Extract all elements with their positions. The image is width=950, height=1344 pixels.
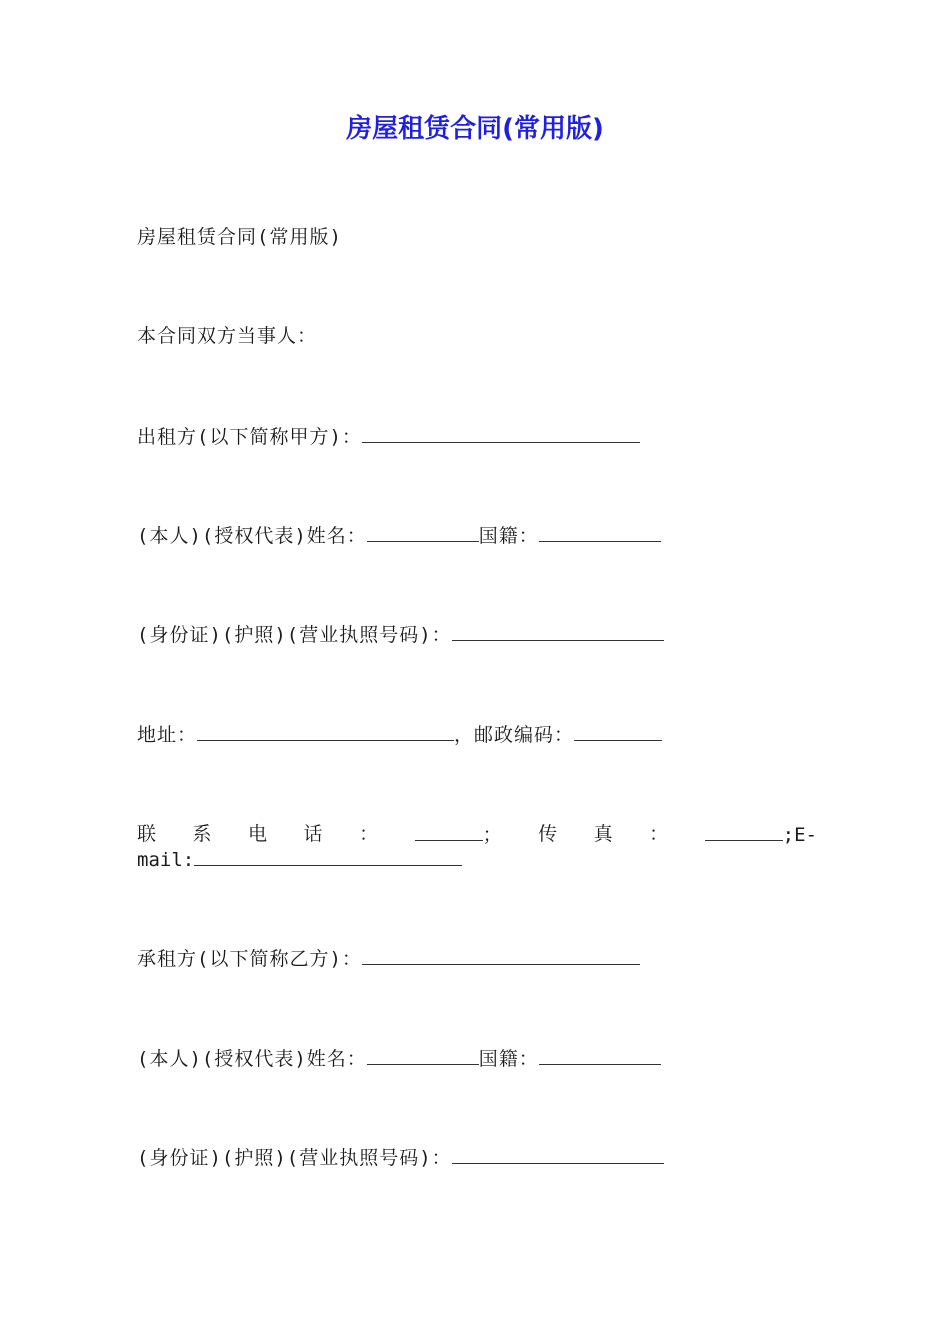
fax-blank	[705, 822, 783, 841]
lessor-postcode-blank	[574, 722, 662, 741]
email-blank	[194, 847, 462, 866]
lessee-blank	[362, 946, 640, 965]
lessee-id-label: (身份证)(护照)(营业执照号码)：	[137, 1147, 452, 1169]
lessee-nationality-blank	[539, 1046, 661, 1065]
lessor-name-line	[137, 523, 817, 549]
lessee-id-blank	[452, 1145, 664, 1164]
fax-char-2: 真	[593, 823, 613, 845]
document-title: 房屋租赁合同(常用版)	[346, 114, 604, 144]
parties-intro: 本合同双方当事人：	[137, 325, 318, 347]
lessor-address-label: 地址：	[137, 724, 198, 746]
lessor-nationality-blank	[539, 523, 661, 542]
phone-semicolon: ；	[482, 824, 502, 846]
lessor-postcode-label: ，邮政编码：	[454, 724, 575, 746]
lessee-label: 承租方(以下简称乙方)：	[137, 948, 362, 970]
lessor-name-label: (本人)(授权代表)姓名：	[137, 525, 367, 547]
lessor-address-line	[137, 722, 817, 748]
lessor-name-blank	[367, 523, 479, 542]
email-tail: mail:	[137, 849, 195, 871]
lessor-nationality-label: 国籍：	[478, 525, 539, 547]
email-line	[137, 847, 462, 873]
lessor-id-label: (身份证)(护照)(营业执照号码)：	[137, 624, 452, 646]
contact-colon-2: ：	[649, 823, 669, 845]
lessor-address-blank	[197, 722, 454, 741]
lessor-id-line	[137, 622, 817, 648]
lessor-label: 出租方(以下简称甲方)：	[137, 426, 362, 448]
lessee-id-line	[137, 1145, 817, 1171]
lessor-blank	[362, 424, 640, 443]
lessee-name-label: (本人)(授权代表)姓名：	[137, 1048, 367, 1070]
fax-field	[705, 822, 817, 848]
lessee-name-line	[137, 1046, 817, 1072]
email-head: ;E-	[782, 824, 817, 846]
lessor-id-blank	[452, 622, 664, 641]
phone-field	[415, 822, 502, 848]
contact-char-1: 联	[137, 823, 157, 845]
contact-colon-1: ：	[359, 823, 379, 845]
lessee-line	[137, 946, 817, 972]
phone-blank	[415, 822, 483, 841]
document-heading: 房屋租赁合同(常用版)	[137, 226, 342, 248]
lessor-contact-line	[137, 822, 817, 848]
contact-char-3: 电	[248, 823, 268, 845]
lessee-nationality-label: 国籍：	[478, 1048, 539, 1070]
lessor-line	[137, 424, 817, 450]
contact-char-4: 话	[303, 823, 323, 845]
lessee-name-blank	[367, 1046, 479, 1065]
contact-char-2: 系	[192, 823, 212, 845]
fax-char-1: 传	[538, 823, 558, 845]
